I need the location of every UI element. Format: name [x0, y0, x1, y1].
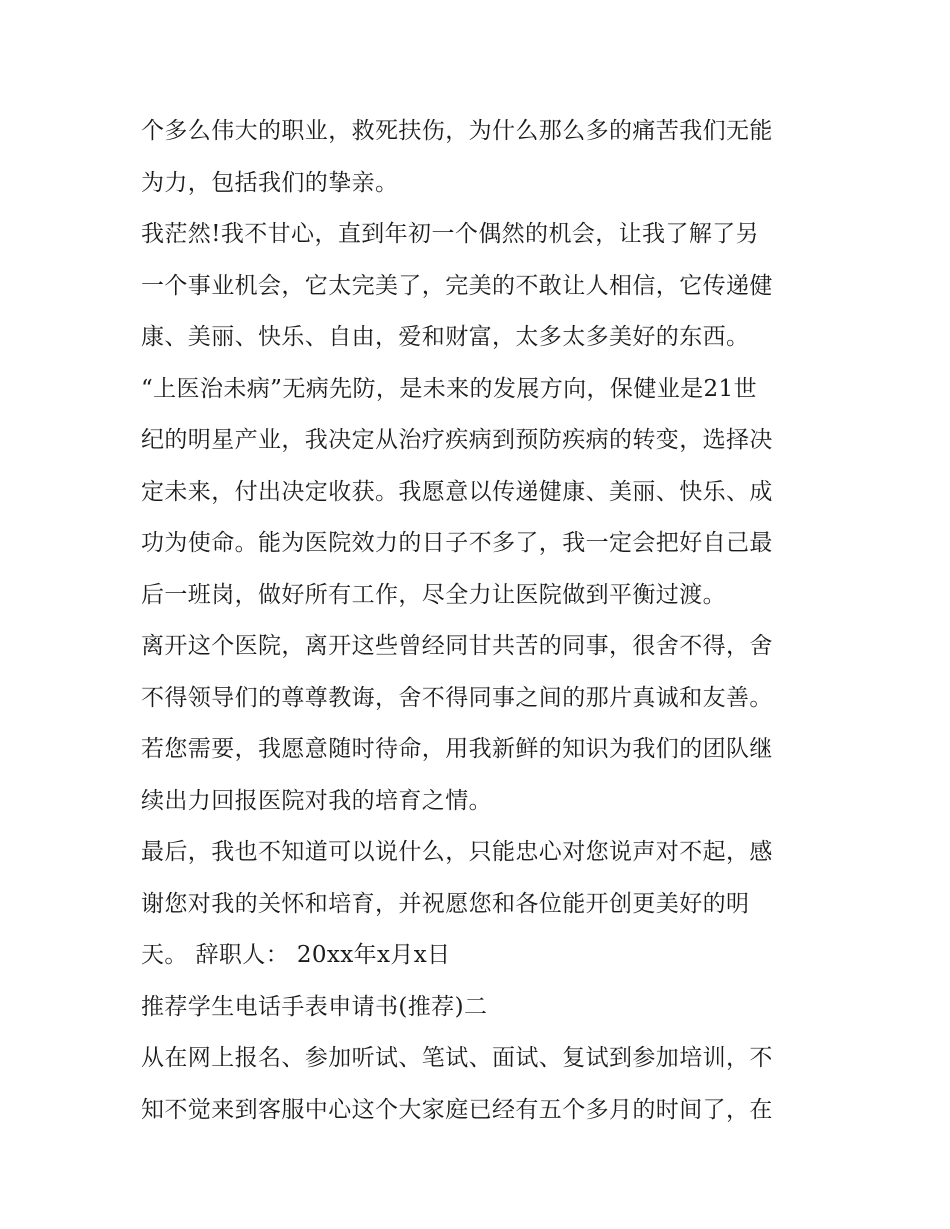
text-line: 后一班岗，做好所有工作，尽全力让医院做到平衡过渡。 [141, 581, 726, 608]
text-line: 功为使命。能为医院效力的日子不多了，我一定会把好自己最 [141, 530, 773, 556]
text-line: 纪的明星产业，我决定从治疗疾病到预防疾病的转变，选择决 [141, 427, 773, 453]
text-line: 若您需要，我愿意随时待命，用我新鲜的知识为我们的团队继 [141, 736, 773, 762]
text-line: “上医治未病”无病先防，是未来的发展方向，保健业是21世 [141, 375, 757, 402]
text-line: 康、美丽、快乐、自由，爱和财富，太多太多美好的东西。 [141, 324, 750, 350]
text-line: 一个事业机会，它太完美了，完美的不敢让人相信，它传递健 [141, 272, 773, 299]
signature-line: 天。 辞职人： 20xx年x月x日 [141, 942, 451, 968]
text-line: 谢您对我的关怀和培育，并祝愿您和各位能开创更美好的明 [141, 890, 750, 917]
text-line: 知不觉来到客服中心这个大家庭已经有五个多月的时间了，在 [141, 1096, 773, 1123]
text-line: 不得领导们的尊尊教诲，舍不得同事之间的那片真诚和友善。 [141, 684, 773, 711]
text-line: 定未来，付出决定收获。我愿意以传递健康、美丽、快乐、成 [141, 478, 773, 505]
text-line: 续出力回报医院对我的培育之情。 [141, 787, 492, 814]
text-line: 最后，我也不知道可以说什么，只能忠心对您说声对不起，感 [141, 839, 773, 865]
text-line: 我茫然!我不甘心，直到年初一个偶然的机会，让我了解了另 [141, 221, 760, 247]
text-line: 从在网上报名、参加听试、笔试、面试、复试到参加培训，不 [141, 1045, 773, 1071]
text-line: 离开这个医院，离开这些曾经同甘共苦的同事，很舍不得，舍 [141, 633, 773, 659]
text-line: 为力，包括我们的挚亲。 [141, 169, 399, 196]
document-body [141, 106, 821, 1136]
text-line: 个多么伟大的职业，救死扶伤，为什么那么多的痛苦我们无能 [141, 118, 773, 144]
section-title: 推荐学生电话手表申请书(推荐)二 [141, 993, 488, 1020]
